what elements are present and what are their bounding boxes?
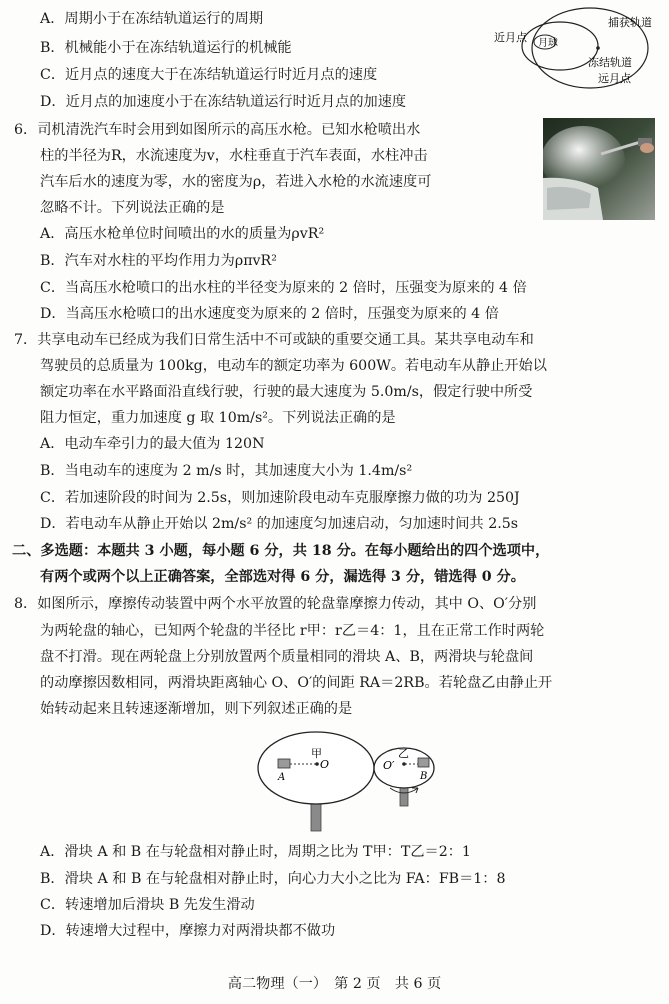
- block-b: [418, 758, 429, 767]
- axis-o-label: O: [320, 758, 330, 771]
- q7-stem-line-3: 额定功率在水平路面沿直线行驶，行驶的最大速度为 5.0m/s，假定行驶中所受: [40, 384, 533, 400]
- car-wash-photo: [543, 118, 655, 220]
- q7-option-a: A．电动车牵引力的最大值为 120N: [40, 436, 265, 452]
- section-2-heading-line-2: 有两个或两个以上正确答案，全部选对得 6 分，漏选得 3 分，错选得 0 分。: [40, 569, 525, 585]
- q8-option-c: C．转速增加后滑块 B 先发生滑动: [40, 897, 255, 913]
- q8-option-a: A．滑块 A 和 B 在与轮盘相对静止时，周期之比为 T甲：T乙＝2：1: [40, 844, 471, 860]
- q6-stem-line-1: 6．司机清洗汽车时会用到如图所示的高压水枪。已知水枪喷出水: [14, 122, 421, 138]
- q7-stem-line-1: 7．共享电动车已经成为我们日常生活中不可或缺的重要交通工具。某共享电动车和: [14, 332, 534, 348]
- q8-stem-line-2: 为两轮盘的轴心，已知两个轮盘的半径比 r甲：r乙＝4：1，且在正常工作时两轮: [40, 623, 545, 639]
- block-a-label: A: [278, 772, 286, 783]
- perilune-label: 近月点: [494, 31, 527, 44]
- apolune-dot: [596, 46, 600, 50]
- wheel-yi-label: 乙: [398, 747, 409, 760]
- q8-option-b: B．滑块 A 和 B 在与轮盘相对静止时，向心力大小之比为 FA：FB＝1：8: [40, 871, 506, 887]
- q5-option-b: B．机械能小于在冻结轨道运行的机械能: [40, 40, 292, 56]
- q6-stem-line-3: 汽车后水的速度为零，水的密度为ρ，若进入水枪的水流速度可: [40, 174, 432, 190]
- axis-o-prime-label: O′: [383, 759, 395, 772]
- wheel-jia-label: 甲: [311, 747, 322, 760]
- q6-option-b: B．汽车对水柱的平均作用力为ρπvR²: [40, 253, 277, 269]
- block-a: [278, 759, 290, 768]
- capture-orbit-label: 捕获轨道: [608, 16, 652, 29]
- q7-stem-line-2: 驾驶员的总质量为 100kg，电动车的额定功率为 600W。若电动车从静止开始以: [40, 358, 547, 374]
- q5-option-a: A．周期小于在冻结轨道运行的周期: [40, 11, 264, 27]
- frozen-orbit-label: 冻结轨道: [588, 56, 632, 69]
- q8-stem-line-5: 始转动起来且转速逐渐增加，则下列叙述正确的是: [40, 701, 353, 717]
- q6-option-a: A．高压水枪单位时间喷出的水的质量为ρvR²: [40, 226, 325, 242]
- q7-option-d: D．若电动车从静止开始以 2m/s² 的加速度匀加速启动，匀加速时间共 2.5s: [40, 516, 519, 532]
- q7-stem-line-4: 阻力恒定，重力加速度 g 取 10m/s²。下列说法正确的是: [40, 410, 396, 426]
- q8-stem-line-4: 的动摩擦因数相同，两滑块距离轴心 O、O′的间距 RA＝2RB。若轮盘乙由静止开: [40, 675, 553, 691]
- q6-option-c: C．当高压水枪喷口的出水柱的半径变为原来的 2 倍时，压强变为原来的 4 倍: [40, 280, 527, 296]
- page-footer: 高二物理（一） 第 2 页 共 6 页: [227, 976, 442, 992]
- q7-option-c: C．若加速阶段的时间为 2.5s，则加速阶段电动车克服摩擦力做的功为 250J: [40, 490, 520, 506]
- apolune-label: 远月点: [598, 72, 631, 85]
- q6-stem-line-4: 忽略不计。下列说法正确的是: [40, 200, 225, 216]
- block-b-label: B: [420, 771, 428, 782]
- q6-option-d: D．当高压水枪喷口的出水速度变为原来的 2 倍时，压强变为原来的 4 倍: [40, 306, 499, 322]
- q8-option-d: D．转速增大过程中，摩擦力对两滑块都不做功: [40, 923, 336, 939]
- friction-drive-diagram: [240, 728, 450, 833]
- moon-label: 月球: [538, 38, 558, 49]
- q8-stem-line-1: 8．如图所示，摩擦传动装置中两个水平放置的轮盘靠摩擦力传动，其中 O、O′分别: [14, 596, 537, 612]
- q5-option-d: D．近月点的加速度小于在冻结轨道运行时近月点的加速度: [40, 94, 407, 110]
- q6-stem-line-2: 柱的半径为R，水流速度为v，水柱垂直于汽车表面，水柱冲击: [40, 148, 428, 164]
- q7-option-b: B．当电动车的速度为 2 m/s 时，其加速度大小为 1.4m/s²: [40, 463, 413, 479]
- frozen-orbit: [522, 22, 598, 70]
- q5-option-c: C．近月点的速度大于在冻结轨道运行时近月点的速度: [40, 67, 378, 83]
- q8-stem-line-3: 盘不打滑。现在两轮盘上分别放置两个质量相同的滑块 A、B，两滑块与轮盘间: [40, 649, 534, 665]
- section-2-heading-line-1: 二、多选题：本题共 3 小题，每小题 6 分，共 18 分。在每小题给出的四个选项中，: [12, 543, 550, 559]
- wheel-jia: [258, 732, 374, 804]
- orbit-diagram: [490, 4, 668, 94]
